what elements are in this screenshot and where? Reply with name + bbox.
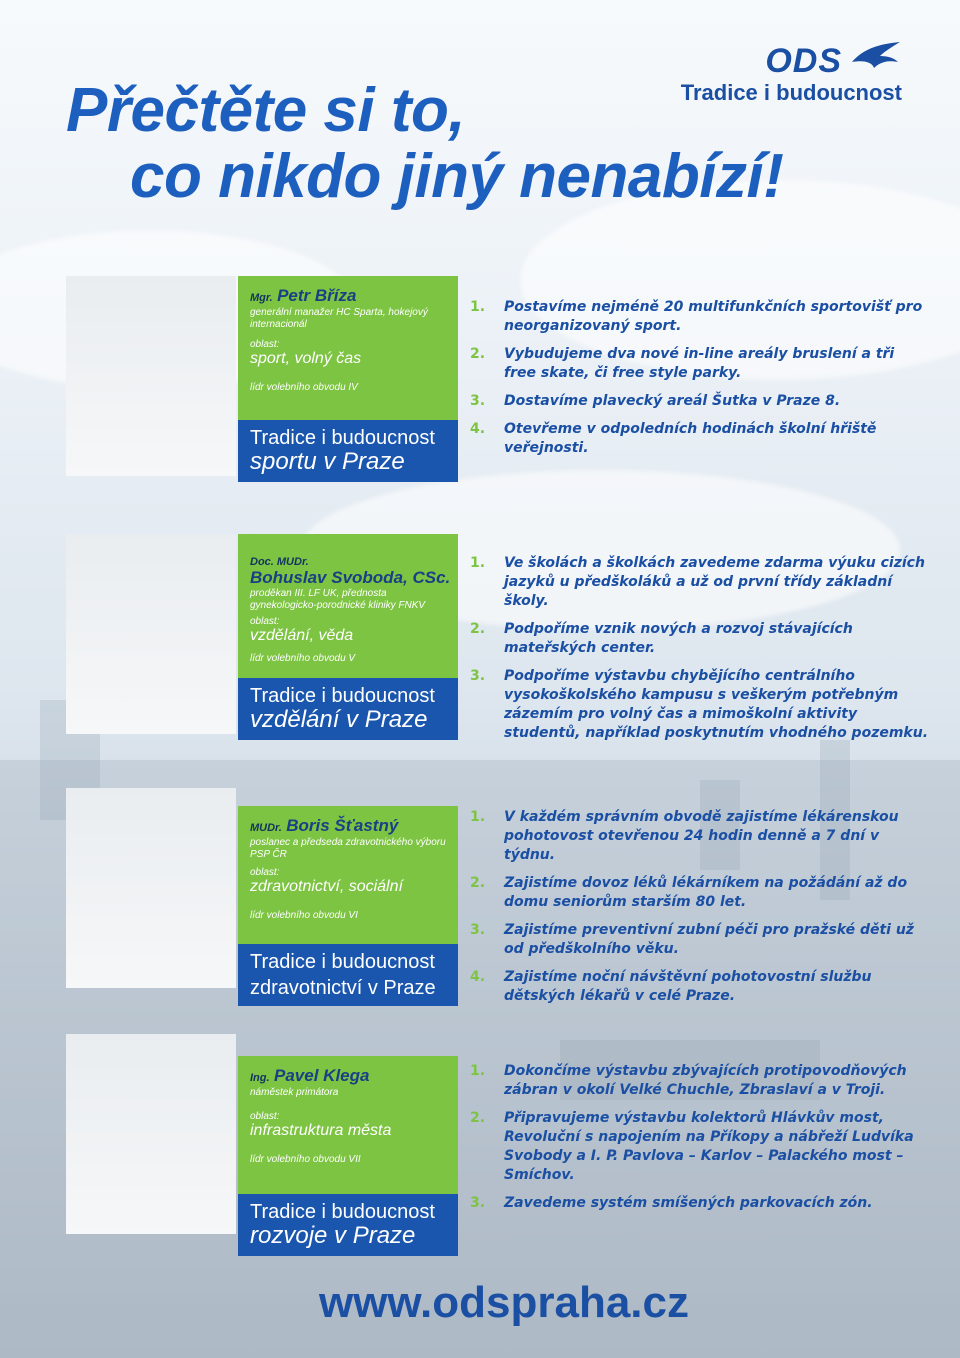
slogan-line1: Tradice i budoucnost xyxy=(250,1201,435,1223)
list-item xyxy=(470,420,930,458)
point-text: Otevřeme v odpoledních hodinách školní hřiště veřejnosti. xyxy=(504,421,877,456)
point-text: V každém správním obvodě zajistíme lékárenskou pohotovost otevřenou 24 hodin denně a 7 dní v týdnu. xyxy=(504,809,899,863)
candidate-photo xyxy=(66,276,236,476)
list-item xyxy=(470,874,930,912)
candidate-photo xyxy=(66,788,236,988)
candidate-title: Ing. xyxy=(250,1072,270,1084)
list-item xyxy=(470,921,930,959)
district-label: lídr volebního obvodu VII xyxy=(250,1154,361,1165)
point-text: Podpoříme výstavbu chybějícího centrálního vysokoškolského kampusu s veškerým potřebným zázemím pro volný čas a mimoškolní aktivity studentů, například poskytnutím vhodného pozemku. xyxy=(504,668,929,741)
slogan-line1: Tradice i budoucnost xyxy=(250,685,435,707)
point-number: 1. xyxy=(470,555,486,571)
slogan-line2: sportu v Praze xyxy=(250,448,405,475)
slogan-line2: zdravotnictví v Praze xyxy=(250,977,436,999)
candidate-card xyxy=(238,1056,458,1256)
list-item xyxy=(470,1062,930,1100)
list-item xyxy=(470,1109,930,1185)
point-text: Zajistíme dovoz léků lékárníkem na požádání až do domu seniorům starším 80 let. xyxy=(504,875,908,910)
list-item xyxy=(470,345,930,383)
candidate-photo xyxy=(66,1034,236,1234)
point-text: Vybudujeme dva nové in-line areály bruslení a tři free skate, či free style parky. xyxy=(504,346,895,381)
area-value: zdravotnictví, sociální xyxy=(250,878,403,895)
candidate-name: Pavel Klega xyxy=(274,1066,370,1085)
program-points xyxy=(470,808,930,1015)
point-text: Dokončíme výstavbu zbývajících protipovodňových zábran v okolí Velké Chuchle, Zbraslaví a v Troji. xyxy=(504,1063,907,1098)
point-number: 2. xyxy=(470,875,486,891)
headline-line2: co nikdo jiný nenabízí! xyxy=(130,142,784,211)
candidate-photo xyxy=(66,534,236,734)
program-points xyxy=(470,554,930,752)
point-number: 3. xyxy=(470,393,486,409)
candidate-card xyxy=(238,276,458,482)
candidate-block xyxy=(66,788,930,1008)
district-label: lídr volebního obvodu IV xyxy=(250,382,358,393)
candidate-role: náměstek primátora xyxy=(250,1087,339,1098)
slogan-line1: Tradice i budoucnost xyxy=(250,427,435,449)
program-points xyxy=(470,298,930,467)
area-label: oblast: xyxy=(250,1111,280,1122)
list-item xyxy=(470,298,930,336)
list-item xyxy=(470,667,930,743)
point-number: 1. xyxy=(470,1063,486,1079)
point-text: Dostavíme plavecký areál Šutka v Praze 8. xyxy=(504,393,841,409)
point-number: 4. xyxy=(470,421,486,437)
point-text: Podpoříme vznik nových a rozvoj stávajících mateřských center. xyxy=(504,621,853,656)
candidate-block xyxy=(66,1034,930,1254)
point-number: 2. xyxy=(470,346,486,362)
area-label: oblast: xyxy=(250,867,280,878)
list-item xyxy=(470,1194,930,1213)
candidate-title: Doc. MUDr. xyxy=(250,556,309,568)
point-number: 1. xyxy=(470,809,486,825)
point-number: 1. xyxy=(470,299,486,315)
logo-tagline: Tradice i budoucnost xyxy=(680,80,902,105)
area-label: oblast: xyxy=(250,616,280,627)
candidate-role: poslanec a předseda zdravotnického výboru PSP ČR xyxy=(250,837,446,860)
list-item xyxy=(470,554,930,611)
candidate-role: generální manažer HC Sparta, hokejový internacionál xyxy=(250,307,428,330)
point-text: Zajistíme preventivní zubní péči pro pražské děti už od předškolního věku. xyxy=(504,922,914,957)
candidate-role: proděkan III. LF UK, přednosta gynekologicko-porodnické kliniky FNKV xyxy=(250,588,426,611)
point-text: Ve školách a školkách zavedeme zdarma výuku cizích jazyků u předškoláků a už od první třídy základní školy. xyxy=(504,555,925,609)
point-number: 3. xyxy=(470,1195,486,1211)
candidate-title: MUDr. xyxy=(250,822,282,834)
list-item xyxy=(470,392,930,411)
headline xyxy=(66,78,783,210)
point-text: Připravujeme výstavbu kolektorů Hlávkův most, Revoluční s napojením na Příkopy a nábřeží Ludvíka Svobody a I. P. Pavlova – Karlov – Palackého most – Smíchov. xyxy=(504,1110,914,1183)
candidate-card xyxy=(238,534,458,740)
point-number: 3. xyxy=(470,668,486,684)
slogan-line2: vzdělání v Praze xyxy=(250,706,428,733)
list-item xyxy=(470,968,930,1006)
point-number: 4. xyxy=(470,969,486,985)
ods-wordmark: ODS xyxy=(765,42,842,80)
list-item xyxy=(470,808,930,865)
candidate-name: Boris Šťastný xyxy=(286,816,399,835)
candidate-title: Mgr. xyxy=(250,292,273,304)
candidate-block xyxy=(66,534,930,754)
point-text: Zajistíme noční návštěvní pohotovostní službu dětských lékařů v celé Praze. xyxy=(504,969,872,1004)
area-value: vzdělání, věda xyxy=(250,627,354,644)
point-number: 2. xyxy=(470,1110,486,1126)
bird-icon xyxy=(850,40,902,76)
point-text: Postavíme nejméně 20 multifunkčních sportovišť pro neorganizovaný sport. xyxy=(504,299,923,334)
candidate-name: Petr Bříza xyxy=(277,286,357,305)
candidate-block xyxy=(66,276,930,496)
district-label: lídr volebního obvodu V xyxy=(250,653,356,664)
point-number: 2. xyxy=(470,621,486,637)
slogan-line2: rozvoje v Praze xyxy=(250,1222,416,1249)
point-text: Zavedeme systém smíšených parkovacích zón. xyxy=(504,1195,873,1211)
website-url[interactable]: www.odspraha.cz xyxy=(318,1278,689,1327)
area-value: infrastruktura města xyxy=(250,1122,392,1139)
area-value: sport, volný čas xyxy=(250,350,362,367)
candidate-card xyxy=(238,806,458,1006)
program-points xyxy=(470,1062,930,1222)
candidate-name: Bohuslav Svoboda, CSc. xyxy=(250,568,451,587)
point-number: 3. xyxy=(470,922,486,938)
district-label: lídr volebního obvodu VI xyxy=(250,910,358,921)
headline-line1: Přečtěte si to, xyxy=(66,76,466,145)
list-item xyxy=(470,620,930,658)
area-label: oblast: xyxy=(250,339,280,350)
slogan-line1: Tradice i budoucnost xyxy=(250,951,435,973)
